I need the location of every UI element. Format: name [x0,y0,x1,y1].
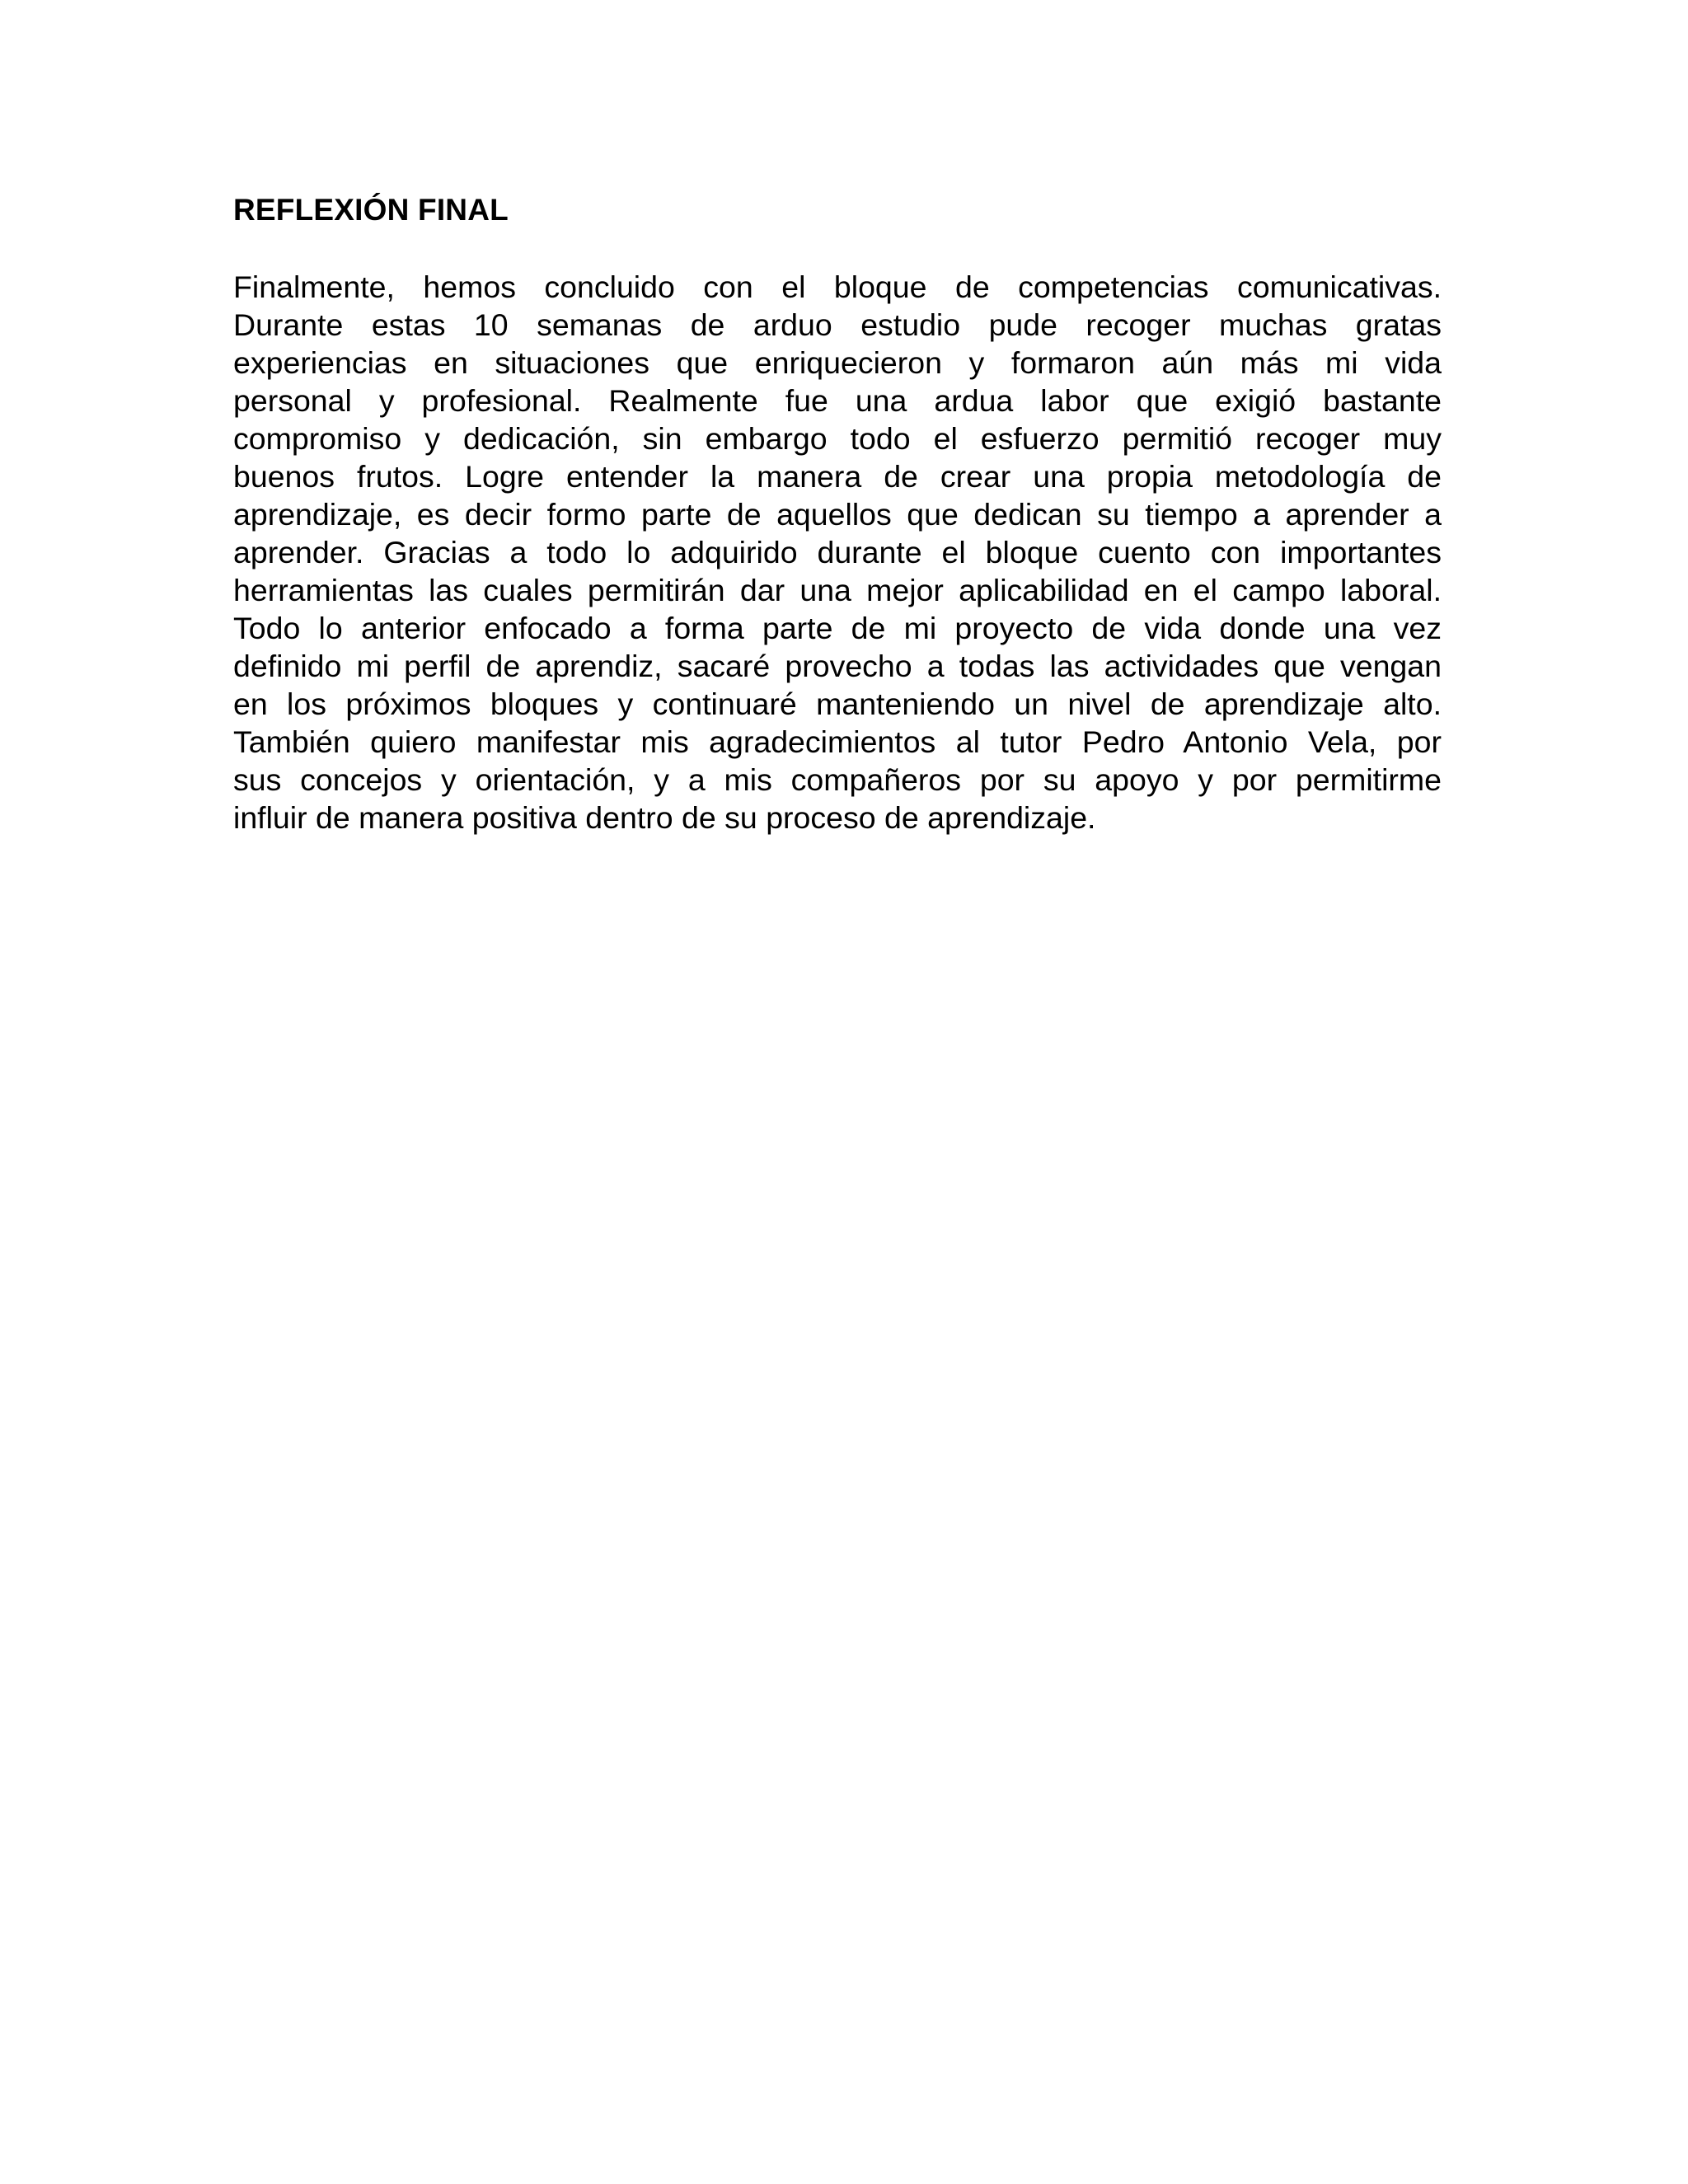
paragraph-line: influir de manera positiva dentro de su proceso de aprendizaje. [233,800,1096,835]
paragraph-line: compromiso y dedicación, sin embargo todo el esfuerzo permitió recoger muy [233,421,1442,456]
document-content [233,191,1442,837]
body-paragraph [233,268,1442,837]
paragraph-line: experiencias en situaciones que enriquecieron y formaron aún más mi vida [233,345,1442,380]
paragraph-line: aprendizaje, es decir formo parte de aquellos que dedican su tiempo a aprender a [233,497,1442,532]
paragraph-line: Durante estas 10 semanas de arduo estudio pude recoger muchas gratas [233,307,1442,342]
paragraph-line: Todo lo anterior enfocado a forma parte de mi proyecto de vida donde una vez [233,611,1442,645]
paragraph-line: personal y profesional. Realmente fue una ardua labor que exigió bastante [233,383,1442,418]
paragraph-line: herramientas las cuales permitirán dar una mejor aplicabilidad en el campo laboral. [233,573,1442,607]
paragraph-line: Finalmente, hemos concluido con el bloque de competencias comunicativas. [233,269,1442,304]
paragraph-line: También quiero manifestar mis agradecimientos al tutor Pedro Antonio Vela, por [233,724,1442,759]
paragraph-line: aprender. Gracias a todo lo adquirido durante el bloque cuento con importantes [233,535,1442,569]
paragraph-line: definido mi perfil de aprendiz, sacaré provecho a todas las actividades que vengan [233,649,1442,683]
paragraph-line: buenos frutos. Logre entender la manera de crear una propia metodología de [233,459,1442,494]
paragraph-line: en los próximos bloques y continuaré manteniendo un nivel de aprendizaje alto. [233,687,1442,721]
paragraph-line: sus concejos y orientación, y a mis compañeros por su apoyo y por permitirme [233,762,1442,797]
document-title: REFLEXIÓN FINAL [233,193,509,227]
